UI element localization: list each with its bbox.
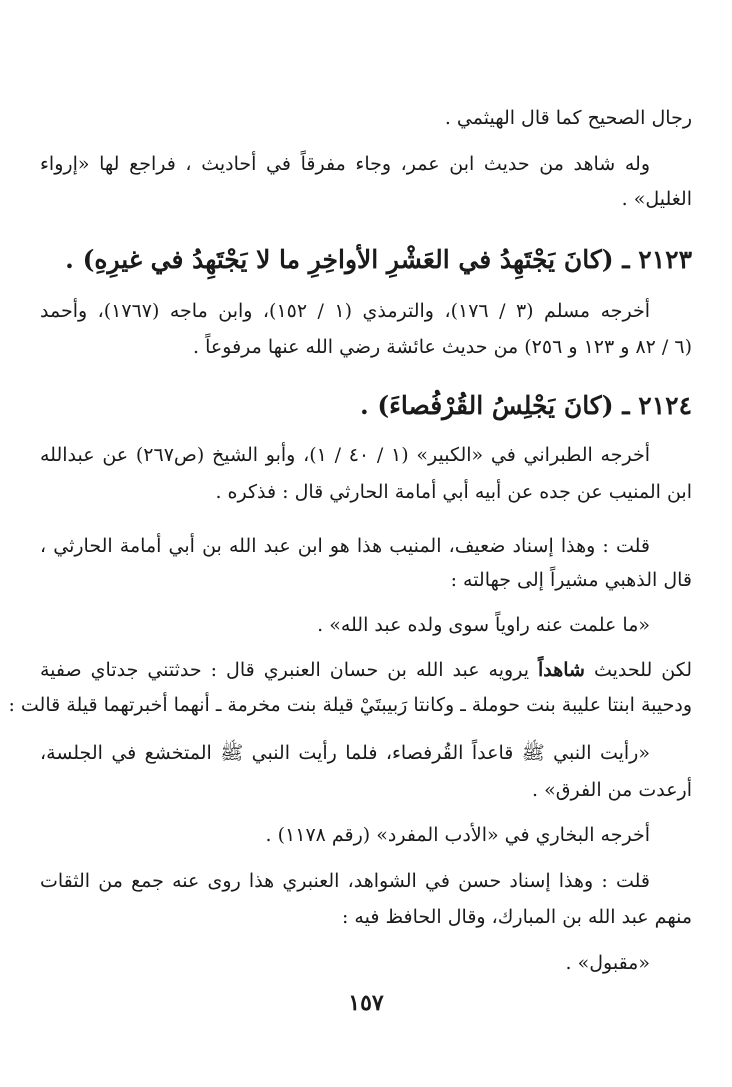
text-line: قلت : وهذا إسناد حسن في الشواهد، العنبري هذا روى عنه جمع من الثقات (40, 870, 650, 892)
text-line: ابن المنيب عن جده عن أبيه أبي أمامة الحارثي قال : فذكره . (215, 481, 692, 503)
quote-line: «مقبول» . (565, 952, 650, 974)
hadith-heading-2123: ٢١٢٣ ـ (كانَ يَجْتَهِدُ في العَشْرِ الأواخِرِ ما لا يَجْتَهِدُ في غيرِهِ) . (65, 245, 692, 274)
text-line (40, 655, 692, 685)
hadith-heading-2124: ٢١٢٤ ـ (كانَ يَجْلِسُ القُرْفُصاءَ) . (359, 391, 692, 420)
text-line: أخرجه الطبراني في «الكبير» (١ / ٤٠ / ١)، وأبو الشيخ (ص٢٦٧) عن عبدالله (40, 444, 650, 466)
quote-line: «رأيت النبي ﷺ قاعداً القُرفصاء، فلما رأيت النبي ﷺ المتخشع في الجلسة، (40, 742, 650, 764)
text-line: قلت : وهذا إسناد ضعيف، المنيب هذا هو ابن عبد الله بن أبي أمامة الحارثي ، (40, 535, 650, 557)
text-line: قال الذهبي مشيراً إلى جهالته : (450, 569, 692, 591)
text-segment: لكن للحديث (584, 659, 692, 681)
text-line: رجال الصحيح كما قال الهيثمي . (444, 107, 692, 129)
text-line: ودحيبة ابنتا عليبة بنت حوملة ـ وكانتا رَبيبتَيْ قيلة بنت مخرمة ـ أنهما أخبرتهما قيلة قالت : (8, 694, 692, 716)
text-line: الغليل» . (621, 188, 692, 210)
quote-line: أرعدت من الفرق» . (532, 779, 692, 801)
text-line: وله شاهد من حديث ابن عمر، وجاء مفرقاً في أحاديث ، فراجع لها «إرواء (40, 153, 650, 175)
text-segment: يرويه عبد الله بن حسان العنبري قال : حدثتني جدتاي صفية (40, 659, 538, 681)
bold-term: شاهداً (537, 659, 585, 681)
text-line: أخرجه البخاري في «الأدب المفرد» (رقم ١١٧٨) . (265, 824, 650, 846)
page-number: ١٥٧ (348, 990, 384, 1016)
text-line: منهم عبد الله بن المبارك، وقال الحافظ فيه : (341, 906, 692, 928)
text-line: (٦ / ٨٢ و ١٢٣ و ٢٥٦) من حديث عائشة رضي الله عنها مرفوعاً . (193, 336, 692, 358)
text-line: أخرجه مسلم (٣ / ١٧٦)، والترمذي (١ / ١٥٢)، وابن ماجه (١٧٦٧)، وأحمد (40, 300, 651, 322)
quote-line: «ما علمت عنه راوياً سوى ولده عبد الله» . (317, 614, 650, 636)
